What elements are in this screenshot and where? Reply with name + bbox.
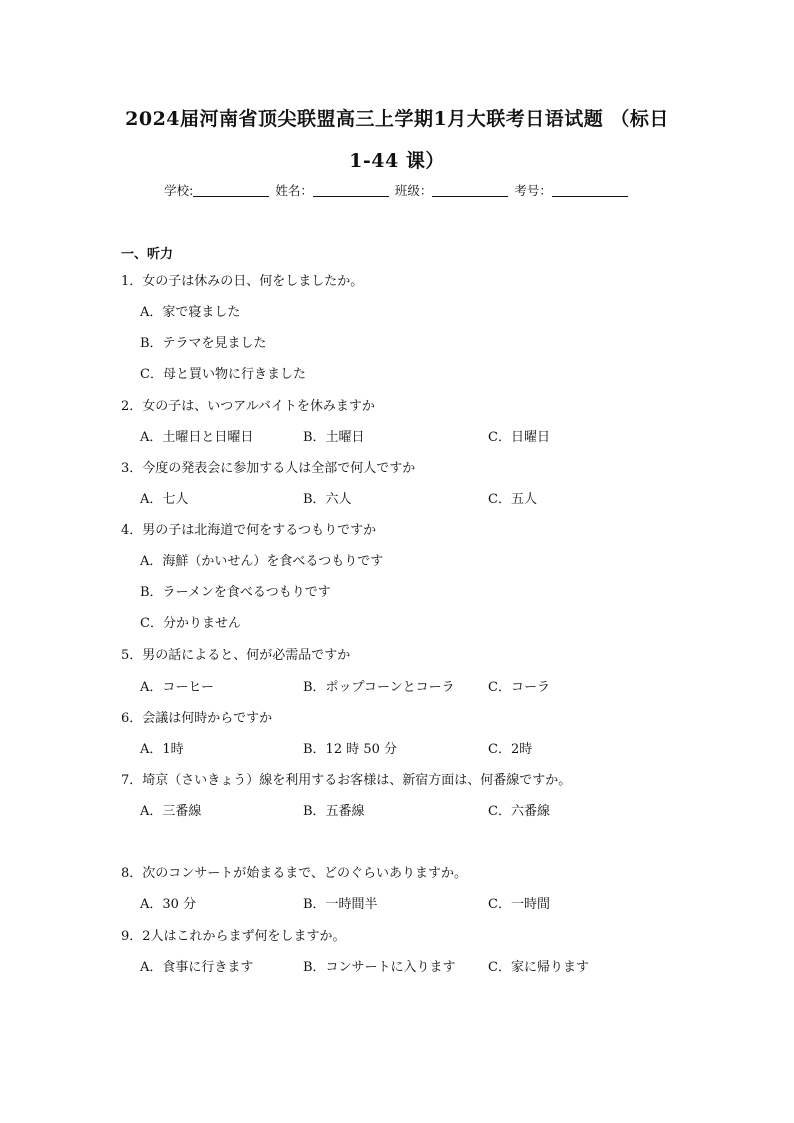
exam-number-label: 考号： (514, 183, 552, 198)
page-title: 2024届河南省顶尖联盟高三上学期1月大联考日语试题 （标日 (125, 108, 669, 130)
question-8-option-b: B．一時間半 (303, 897, 378, 912)
question-1-option-b: B．テラマを見ました (140, 336, 267, 351)
question-5-option-a: A．コーヒー (140, 680, 214, 695)
question-9-option-c: C．家に帰ります (488, 960, 589, 975)
question-7-option-c: C．六番線 (488, 804, 550, 819)
question-8-option-a: A．30 分 (140, 897, 197, 912)
school-blank[interactable] (193, 183, 269, 197)
question-5-option-c: C．コーラ (488, 680, 550, 695)
question-8: 8．次のコンサートが始まるまで、どのぐらいありますか。 (121, 866, 468, 881)
page-title-continued: 1-44 课） (349, 150, 445, 172)
question-4: 4．男の子は北海道で何をするつもりですか (121, 523, 377, 538)
question-8-option-c: C．一時間 (488, 897, 550, 912)
question-1-option-c: C．母と買い物に行きました (140, 367, 306, 382)
question-2: 2．女の子は、いつアルバイトを休みますか (121, 399, 375, 414)
question-5-option-b: B．ポップコーンとコーラ (303, 680, 455, 695)
question-9-option-b: B．コンサートに入ります (303, 960, 456, 975)
name-blank[interactable] (313, 183, 389, 197)
class-blank[interactable] (432, 183, 508, 197)
question-3-option-b: B．六人 (303, 492, 352, 507)
question-7-option-a: A．三番線 (140, 804, 202, 819)
question-1: 1．女の子は休みの日、何をしましたか。 (121, 274, 364, 289)
question-2-option-b: B．土曜日 (303, 430, 365, 445)
exam-number-blank[interactable] (552, 183, 628, 197)
question-6-option-a: A．1時 (140, 742, 184, 757)
name-label: 姓名： (275, 183, 313, 198)
question-6-option-c: C．2時 (488, 742, 533, 757)
question-6: 6．会議は何時からですか (121, 711, 273, 726)
question-3: 3．今度の発表会に参加する人は全部で何人ですか (121, 461, 416, 476)
question-2-option-a: A．土曜日と日曜日 (140, 430, 254, 445)
question-4-option-c: C．分かりません (140, 616, 241, 631)
question-4-option-b: B．ラーメンを食べるつもりです (140, 585, 331, 600)
student-info-row (0, 181, 794, 199)
question-1-option-a: A．家で寝ました (140, 305, 241, 320)
question-3-option-a: A．七人 (140, 492, 189, 507)
section-heading: 一、听力 (121, 247, 174, 262)
question-7-option-b: B．五番線 (303, 804, 365, 819)
question-4-option-a: A．海鮮（かいせん）を食べるつもりです (140, 554, 384, 569)
question-3-option-c: C．五人 (488, 492, 537, 507)
class-label: 班级： (394, 183, 433, 198)
school-label: 学校: (164, 183, 194, 198)
question-7: 7．埼京（さいきょう）線を利用するお客様は、新宿方面は、何番線ですか。 (121, 773, 572, 788)
question-6-option-b: B．12 時 50 分 (303, 742, 398, 757)
question-9: 9．2人はこれからまず何をしますか。 (121, 929, 346, 944)
question-2-option-c: C．日曜日 (488, 430, 550, 445)
question-9-option-a: A．食事に行きます (140, 960, 254, 975)
question-5: 5．男の話によると、何が必需品ですか (121, 648, 351, 663)
